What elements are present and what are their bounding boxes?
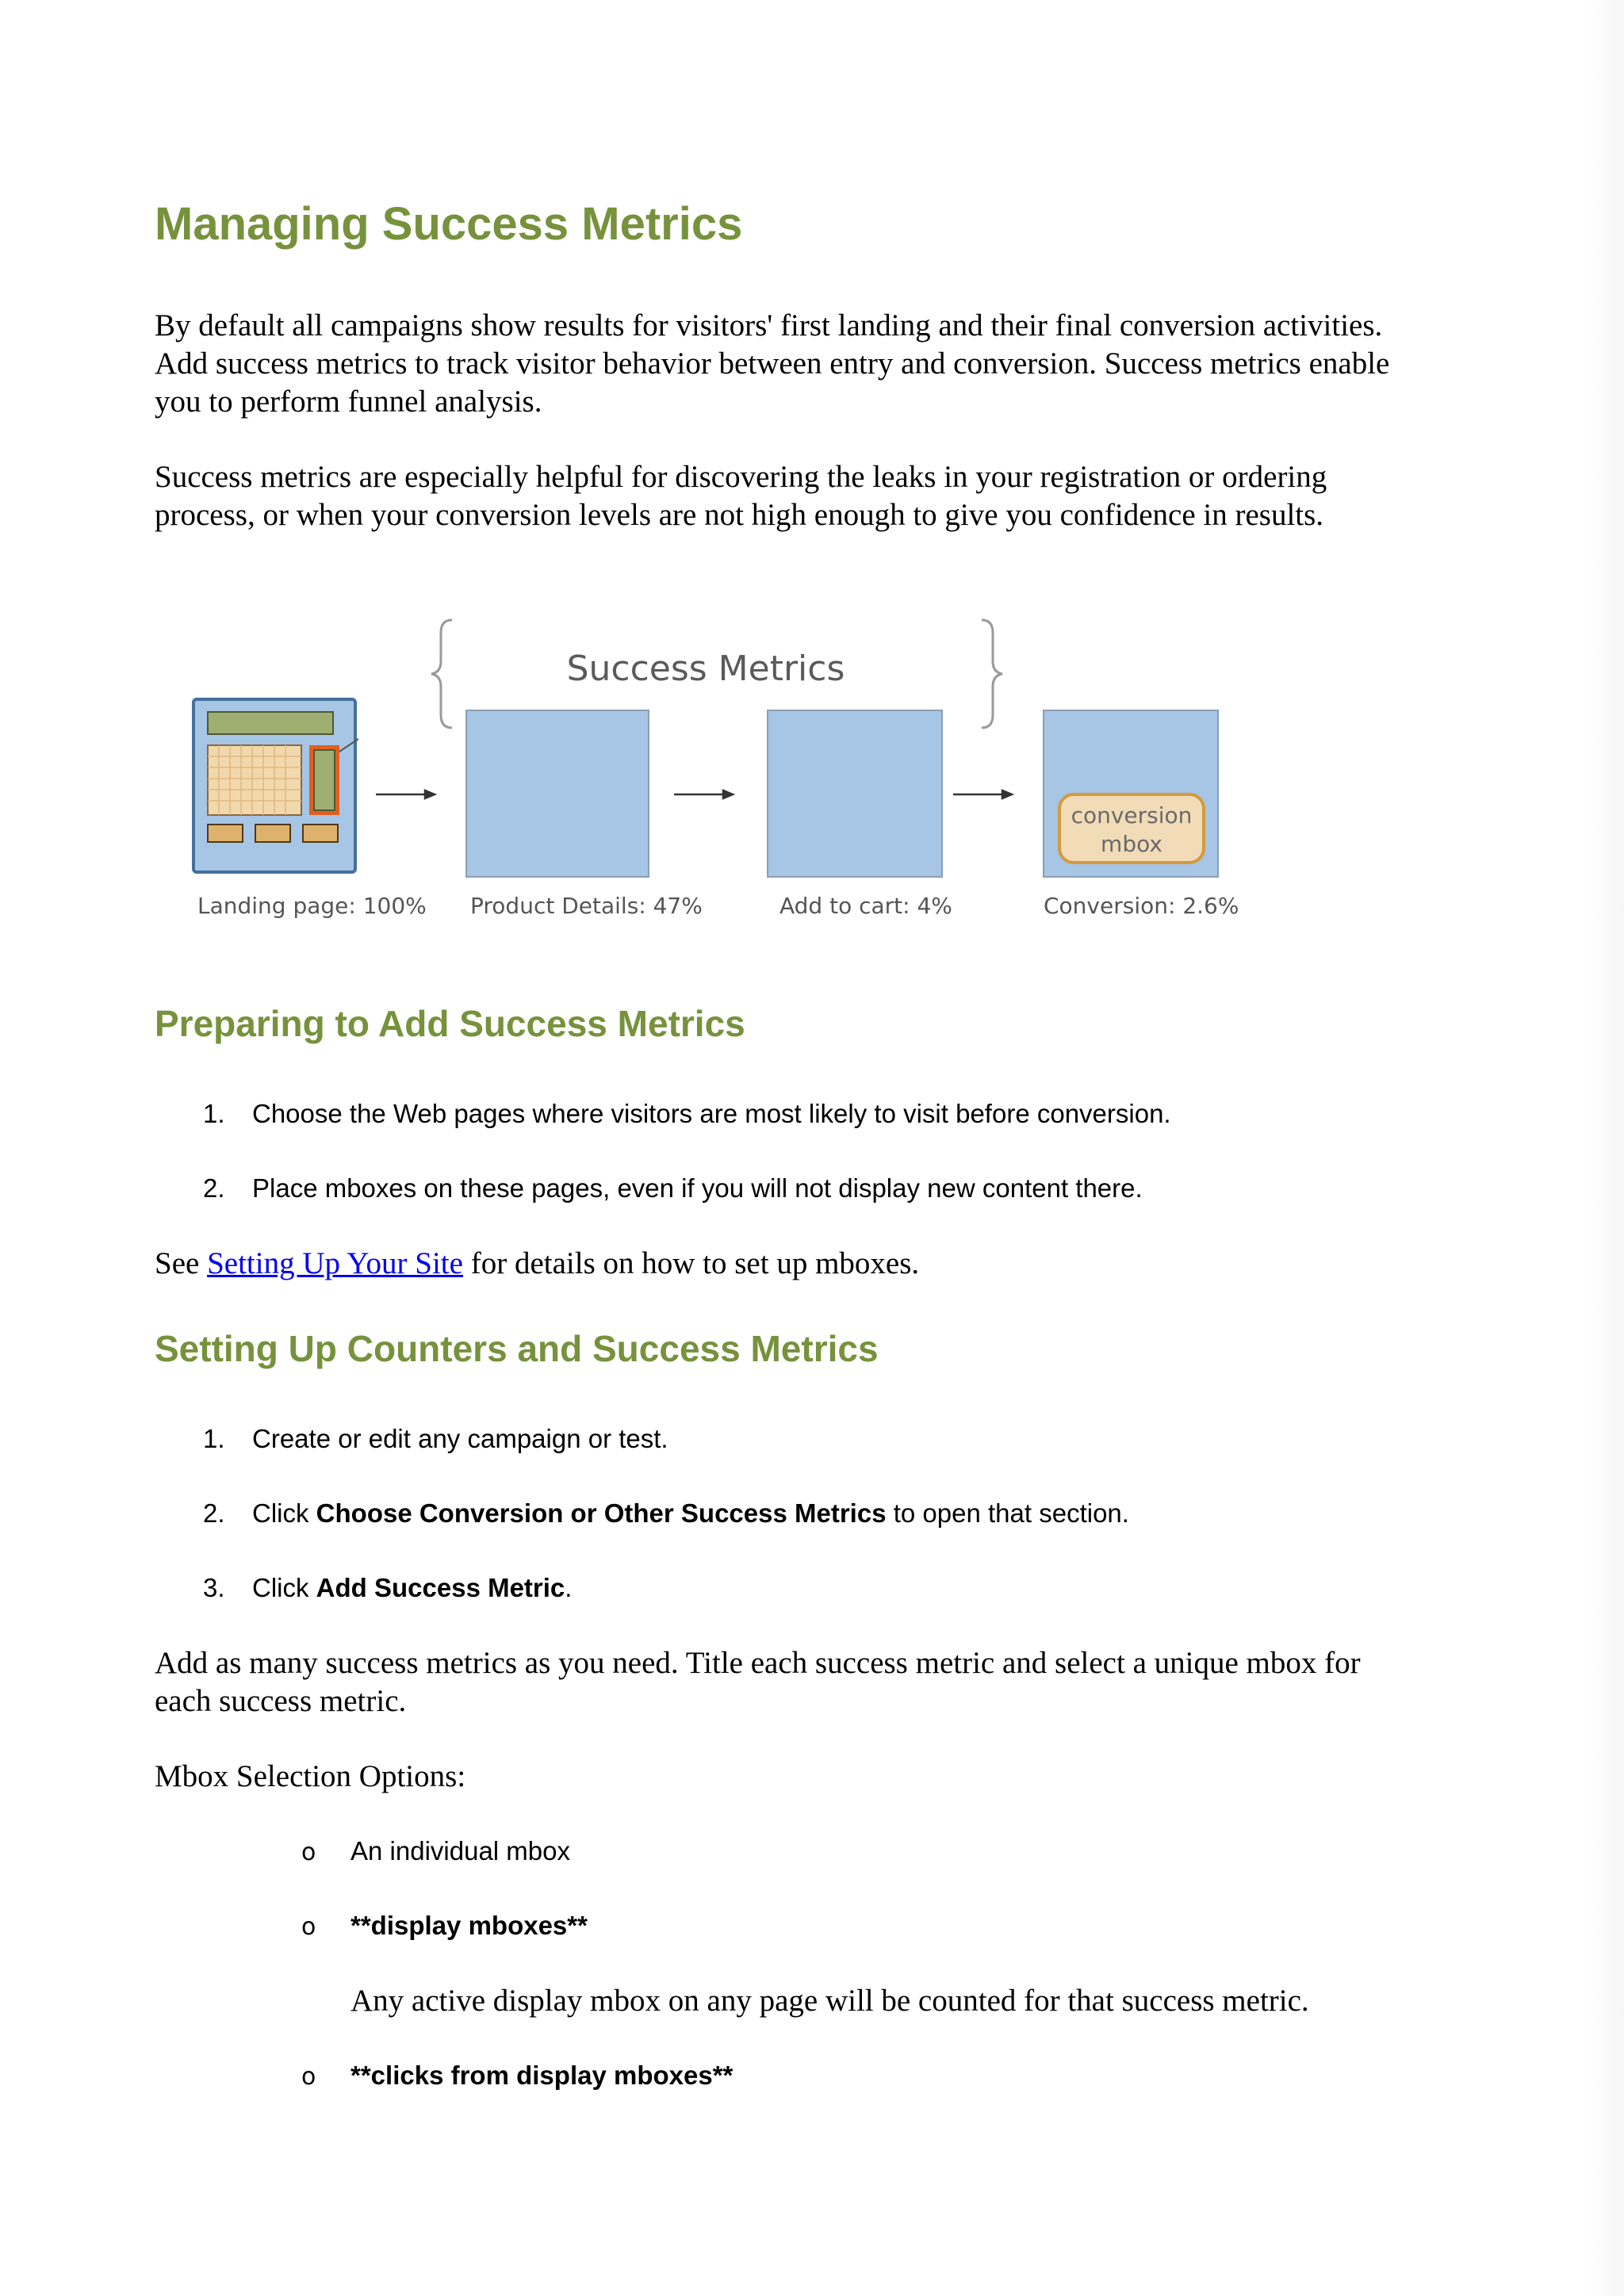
option-clicks-from-display-mboxes: **clicks from display mboxes** xyxy=(350,2061,733,2090)
caption-product-details: Product Details: 47% xyxy=(470,893,703,919)
step-number: 1. xyxy=(203,1424,225,1453)
left-brace xyxy=(431,620,452,728)
arrow-right-icon xyxy=(953,790,1012,798)
page-edge-shade xyxy=(1586,0,1624,2296)
step-number: 1. xyxy=(203,1099,225,1128)
option-individual-mbox: An individual mbox xyxy=(350,1836,570,1866)
caption-landing-page: Landing page: 100% xyxy=(197,893,427,919)
step-text: Choose the Web pages where visitors are most likely to visit before conversion. xyxy=(252,1099,1171,1128)
step-number: 2. xyxy=(203,1173,225,1203)
ui-label-choose-conversion: Choose Conversion or Other Success Metrics xyxy=(316,1498,887,1528)
bullet-circle-icon: o xyxy=(301,1839,316,1866)
bullet-circle-icon: o xyxy=(301,1913,316,1941)
add-to-cart-box xyxy=(768,710,942,877)
caption-add-to-cart: Add to cart: 4% xyxy=(779,893,952,919)
step-text xyxy=(252,1498,1129,1529)
see-suffix: for details on how to set up mboxes. xyxy=(462,1246,920,1280)
right-brace xyxy=(982,620,1002,728)
add-metrics-paragraph xyxy=(155,1644,1361,1720)
arrow-right-icon xyxy=(376,790,435,798)
intro-p1-line: By default all campaigns show results for visitors' first landing and their final conversion activities. xyxy=(155,308,1383,342)
step-text: Place mboxes on these pages, even if you will not display new content there. xyxy=(252,1173,1143,1203)
bullet-circle-icon: o xyxy=(301,2063,316,2091)
conversion-mbox-label-line2: mbox xyxy=(1101,831,1162,857)
step-text-post: to open that section. xyxy=(886,1498,1129,1528)
section-heading-setting-up: Setting Up Counters and Success Metrics xyxy=(155,1328,879,1369)
intro-p1-line: you to perform funnel analysis. xyxy=(155,385,542,419)
step-text-pre: Click xyxy=(252,1573,316,1602)
section-heading-preparing: Preparing to Add Success Metrics xyxy=(155,1003,745,1044)
step-text xyxy=(252,1572,572,1604)
option-display-mboxes: **display mboxes** xyxy=(350,1911,588,1940)
page-title: Managing Success Metrics xyxy=(155,198,743,250)
conversion-mbox-label-line1: conversion xyxy=(1071,802,1193,828)
product-details-box xyxy=(466,710,649,877)
see-paragraph xyxy=(155,1245,919,1283)
intro-p2-line: process, or when your conversion levels are not high enough to give you confidence in results. xyxy=(155,498,1324,532)
caption-conversion: Conversion: 2.6% xyxy=(1044,893,1239,919)
step-text: Create or edit any campaign or test. xyxy=(252,1424,668,1453)
step-number: 2. xyxy=(203,1498,225,1528)
options-label: Mbox Selection Options: xyxy=(155,1759,466,1793)
intro-p2-line: Success metrics are especially helpful for discovering the leaks in your registration or ordering xyxy=(155,460,1327,494)
arrow-right-icon xyxy=(674,790,733,798)
success-metrics-funnel-diagram xyxy=(182,610,1277,936)
intro-p1-line: Add success metrics to track visitor behavior between entry and conversion. Success metrics enable xyxy=(155,346,1390,381)
diagram-header: Success Metrics xyxy=(566,649,845,689)
paragraph-line: Add as many success metrics as you need. Title each success metric and select a unique mbox for xyxy=(155,1646,1361,1680)
step-text-post: . xyxy=(565,1573,573,1602)
paragraph-line: each success metric. xyxy=(155,1684,407,1718)
landing-page-icon xyxy=(193,699,358,872)
intro-paragraph-1 xyxy=(155,307,1389,421)
option-display-mboxes-description: Any active display mbox on any page will be counted for that success metric. xyxy=(350,1984,1309,2018)
step-text-pre: Click xyxy=(252,1498,316,1528)
ui-label-add-success-metric: Add Success Metric xyxy=(316,1573,565,1602)
intro-paragraph-2 xyxy=(155,458,1327,534)
step-number: 3. xyxy=(203,1573,225,1602)
see-prefix: See xyxy=(155,1246,208,1280)
setting-up-your-site-link[interactable]: Setting Up Your Site xyxy=(207,1246,463,1280)
